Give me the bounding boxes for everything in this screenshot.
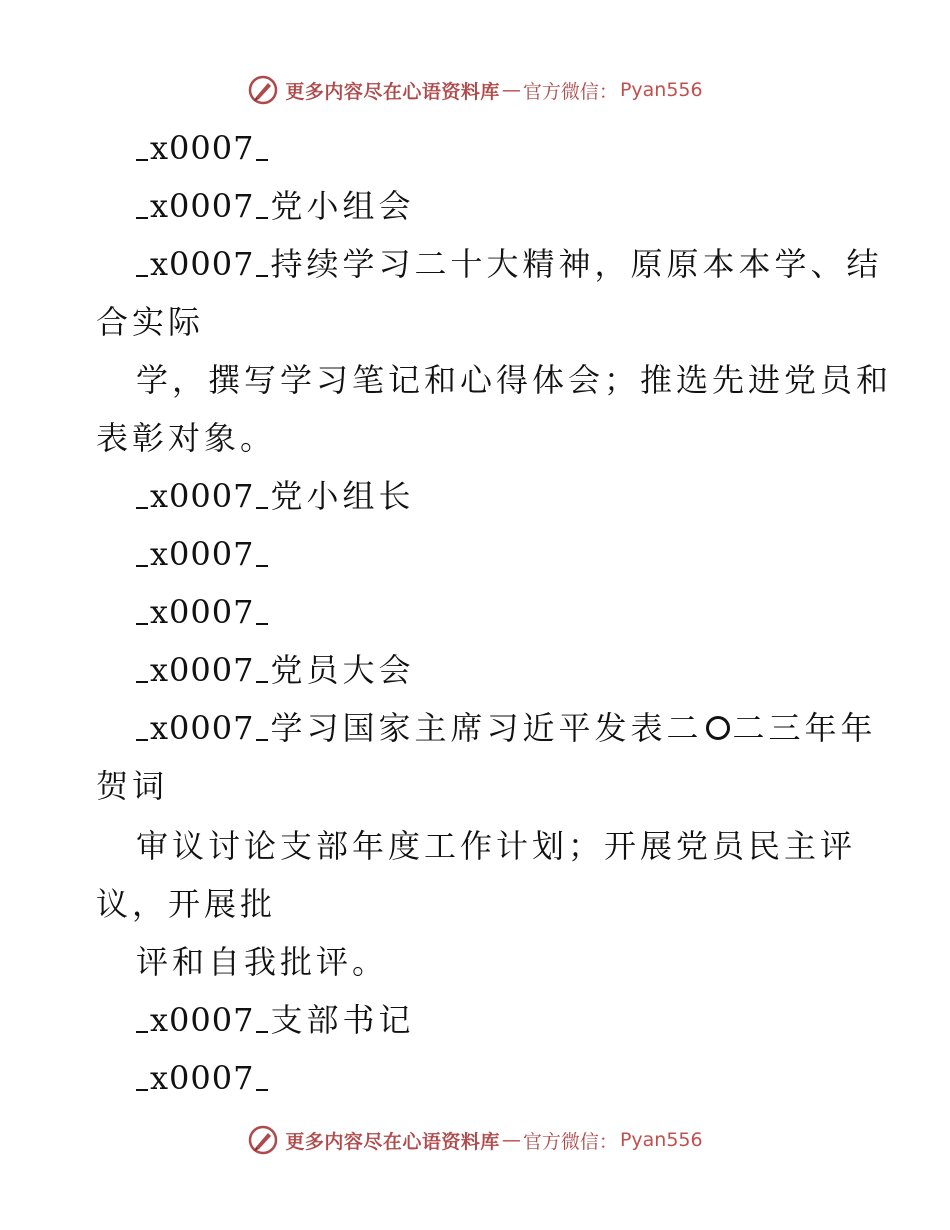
text-line (136, 1000, 415, 1040)
watermark-dash: — (501, 79, 521, 101)
code-marker: x0007 (150, 1059, 255, 1097)
text-line: 审议讨论支部年度工作计划；开展党员民主评 (136, 827, 857, 865)
line-text: 党员大会 (270, 651, 415, 689)
text-line (136, 534, 270, 574)
text-line: 表彰对象。 (96, 419, 277, 457)
text-line (136, 1058, 270, 1098)
watermark-wechat-label: 官方微信： (522, 80, 618, 103)
watermark-brand: 更多内容尽在心语资料库 (285, 80, 500, 103)
pen-logo-icon (247, 74, 279, 106)
watermark-wechat-label: 官方微信： (522, 1130, 618, 1153)
text-line (136, 128, 270, 168)
text-line (136, 186, 415, 226)
text-line (136, 650, 415, 690)
line-text: 二三年年 (732, 709, 877, 747)
code-marker: x0007 (150, 245, 255, 283)
line-text: 党小组长 (270, 477, 415, 515)
text-line (136, 244, 883, 284)
watermark-brand: 更多内容尽在心语资料库 (285, 1130, 500, 1153)
footer-watermark (0, 1120, 950, 1160)
text-line (136, 708, 877, 748)
code-marker: x0007 (150, 593, 255, 631)
watermark-wechat-id: Pyan556 (619, 79, 703, 101)
header-watermark (0, 70, 950, 110)
code-marker: x0007 (150, 129, 255, 167)
circle-zero-glyph (706, 716, 730, 740)
pen-logo-icon (247, 1124, 279, 1156)
text-line: 议，开展批 (96, 885, 277, 923)
code-marker: x0007 (150, 651, 255, 689)
text-line (136, 592, 270, 632)
code-marker: x0007 (150, 477, 255, 515)
code-marker: x0007 (150, 187, 255, 225)
text-line (136, 476, 415, 516)
line-text: 学习国家主席习近平发表二 (270, 709, 703, 747)
watermark-dash: — (501, 1129, 521, 1151)
code-marker: x0007 (150, 535, 255, 573)
text-line: 贺词 (96, 767, 169, 805)
watermark-wechat-id: Pyan556 (619, 1129, 703, 1151)
line-text: 支部书记 (270, 1001, 415, 1039)
text-line: 合实际 (96, 303, 205, 341)
text-line: 评和自我批评。 (136, 943, 389, 981)
text-line: 学，撰写学习笔记和心得体会；推选先进党员和 (136, 361, 893, 399)
code-marker: x0007 (150, 1001, 255, 1039)
code-marker: x0007 (150, 709, 255, 747)
line-text: 党小组会 (270, 187, 415, 225)
line-text: 持续学习二十大精神，原原本本学、结 (270, 245, 883, 283)
